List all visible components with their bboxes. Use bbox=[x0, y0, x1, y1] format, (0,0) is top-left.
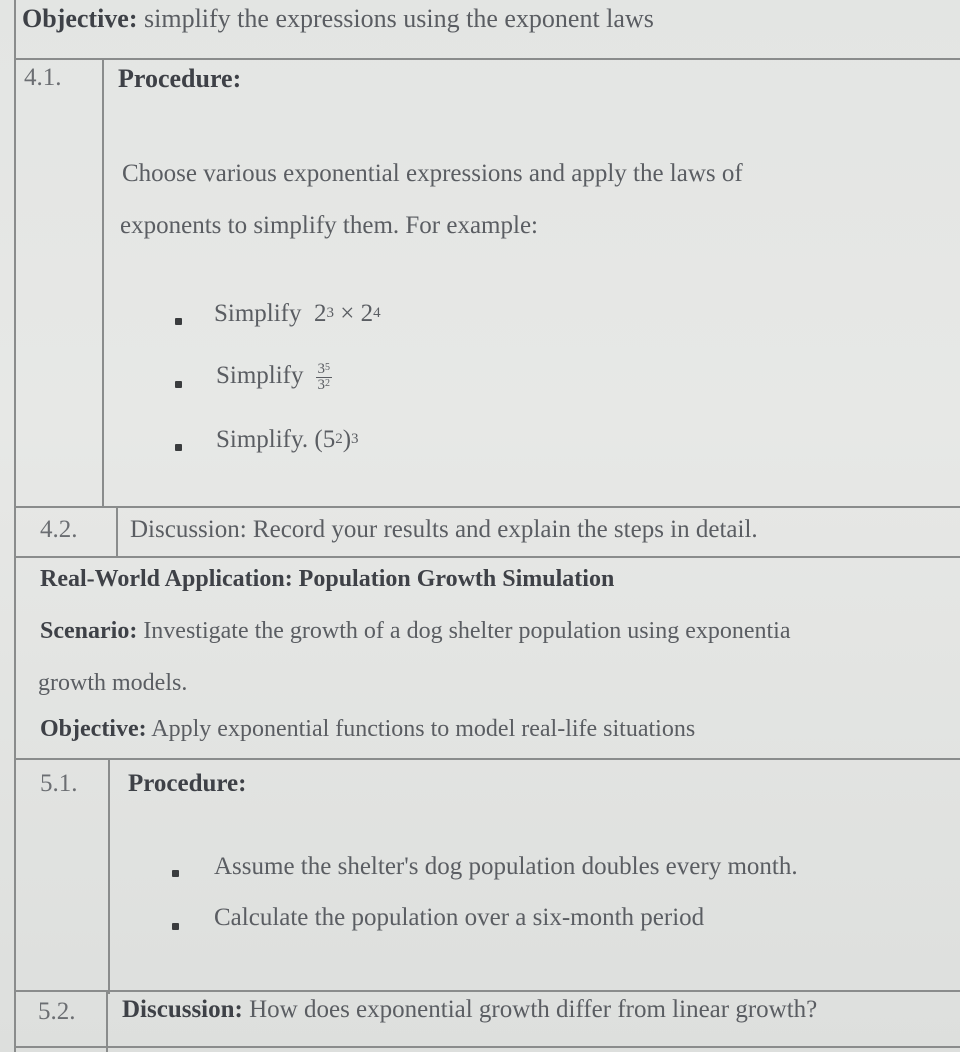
denominator-exponent: 2 bbox=[325, 378, 331, 389]
paren: ) bbox=[342, 426, 352, 453]
objective-label: Objective: bbox=[40, 716, 147, 742]
divider-4-1 bbox=[102, 58, 104, 508]
divider-5-1-top bbox=[14, 758, 960, 760]
exponent: 2 bbox=[335, 431, 343, 447]
exponent: 4 bbox=[373, 305, 381, 321]
divider-4-2-top bbox=[14, 506, 960, 508]
base: 2 bbox=[314, 300, 327, 327]
section-4-1-intro-line1: Choose various exponential expressions and apply the laws of bbox=[122, 160, 743, 187]
base: 2 bbox=[360, 300, 374, 327]
section-number-4-1: 4.1. bbox=[24, 64, 62, 91]
exponent: 3 bbox=[351, 431, 359, 447]
bullet-icon bbox=[172, 870, 179, 877]
bullet-icon bbox=[175, 318, 182, 325]
section-number-5-2: 5.2. bbox=[38, 998, 76, 1025]
numerator-exponent: 5 bbox=[325, 362, 331, 373]
scenario-line-2: growth models. bbox=[38, 670, 188, 696]
section-4-1-heading: Procedure: bbox=[118, 64, 242, 93]
section-number-5-1: 5.1. bbox=[40, 770, 78, 797]
scenario-line-1 bbox=[40, 618, 791, 645]
objective-text: Apply exponential functions to model real-life situations bbox=[146, 716, 696, 742]
scenario-label: Scenario: bbox=[40, 618, 138, 644]
bullet-icon bbox=[175, 444, 182, 451]
example-item-2 bbox=[216, 362, 332, 393]
bullet-icon bbox=[172, 923, 179, 930]
example-label: Simplify. bbox=[216, 426, 309, 453]
procedure-item-2: Calculate the population over a six-month period bbox=[214, 904, 705, 931]
example-item-3 bbox=[216, 426, 359, 454]
exponent: 3 bbox=[326, 305, 335, 321]
denominator-base: 3 bbox=[317, 377, 326, 393]
example-item-1 bbox=[214, 300, 381, 328]
section-number-4-2: 4.2. bbox=[40, 516, 78, 543]
divider-top bbox=[14, 58, 960, 60]
scenario-text: Investigate the growth of a dog shelter population using exponentia bbox=[137, 618, 791, 644]
real-world-objective bbox=[40, 716, 695, 743]
divider-real-world-top bbox=[14, 556, 960, 558]
section-5-1-heading: Procedure: bbox=[128, 770, 247, 797]
discussion-text: How does exponential growth differ from linear growth? bbox=[242, 996, 818, 1023]
divider-5-2 bbox=[106, 990, 108, 1052]
divider-bottom bbox=[14, 1046, 960, 1048]
real-world-title: Real-World Application: Population Growth Simulation bbox=[40, 566, 615, 592]
bullet-icon bbox=[175, 381, 182, 388]
discussion-label: Discussion: bbox=[122, 996, 243, 1023]
divider-5-1 bbox=[108, 758, 110, 994]
section-5-2-discussion bbox=[122, 996, 817, 1024]
divider-4-2 bbox=[116, 506, 118, 558]
operator: × bbox=[340, 300, 355, 327]
example-label: Simplify bbox=[216, 362, 304, 390]
section-4-2-text: Discussion: Record your results and explain the steps in detail. bbox=[130, 516, 758, 543]
objective-text: simplify the expressions using the exponent laws bbox=[137, 4, 654, 33]
example-label: Simplify bbox=[214, 300, 302, 327]
divider-5-2-top bbox=[14, 990, 960, 992]
procedure-item-1: Assume the shelter's dog population doubles every month. bbox=[214, 853, 798, 880]
base: (5 bbox=[314, 426, 336, 453]
numerator-base: 3 bbox=[317, 361, 326, 377]
page-objective bbox=[22, 4, 654, 34]
fraction bbox=[316, 362, 333, 393]
objective-label: Objective: bbox=[22, 4, 138, 33]
section-4-1-intro-line2: exponents to simplify them. For example: bbox=[120, 212, 538, 239]
left-border bbox=[14, 0, 16, 1052]
